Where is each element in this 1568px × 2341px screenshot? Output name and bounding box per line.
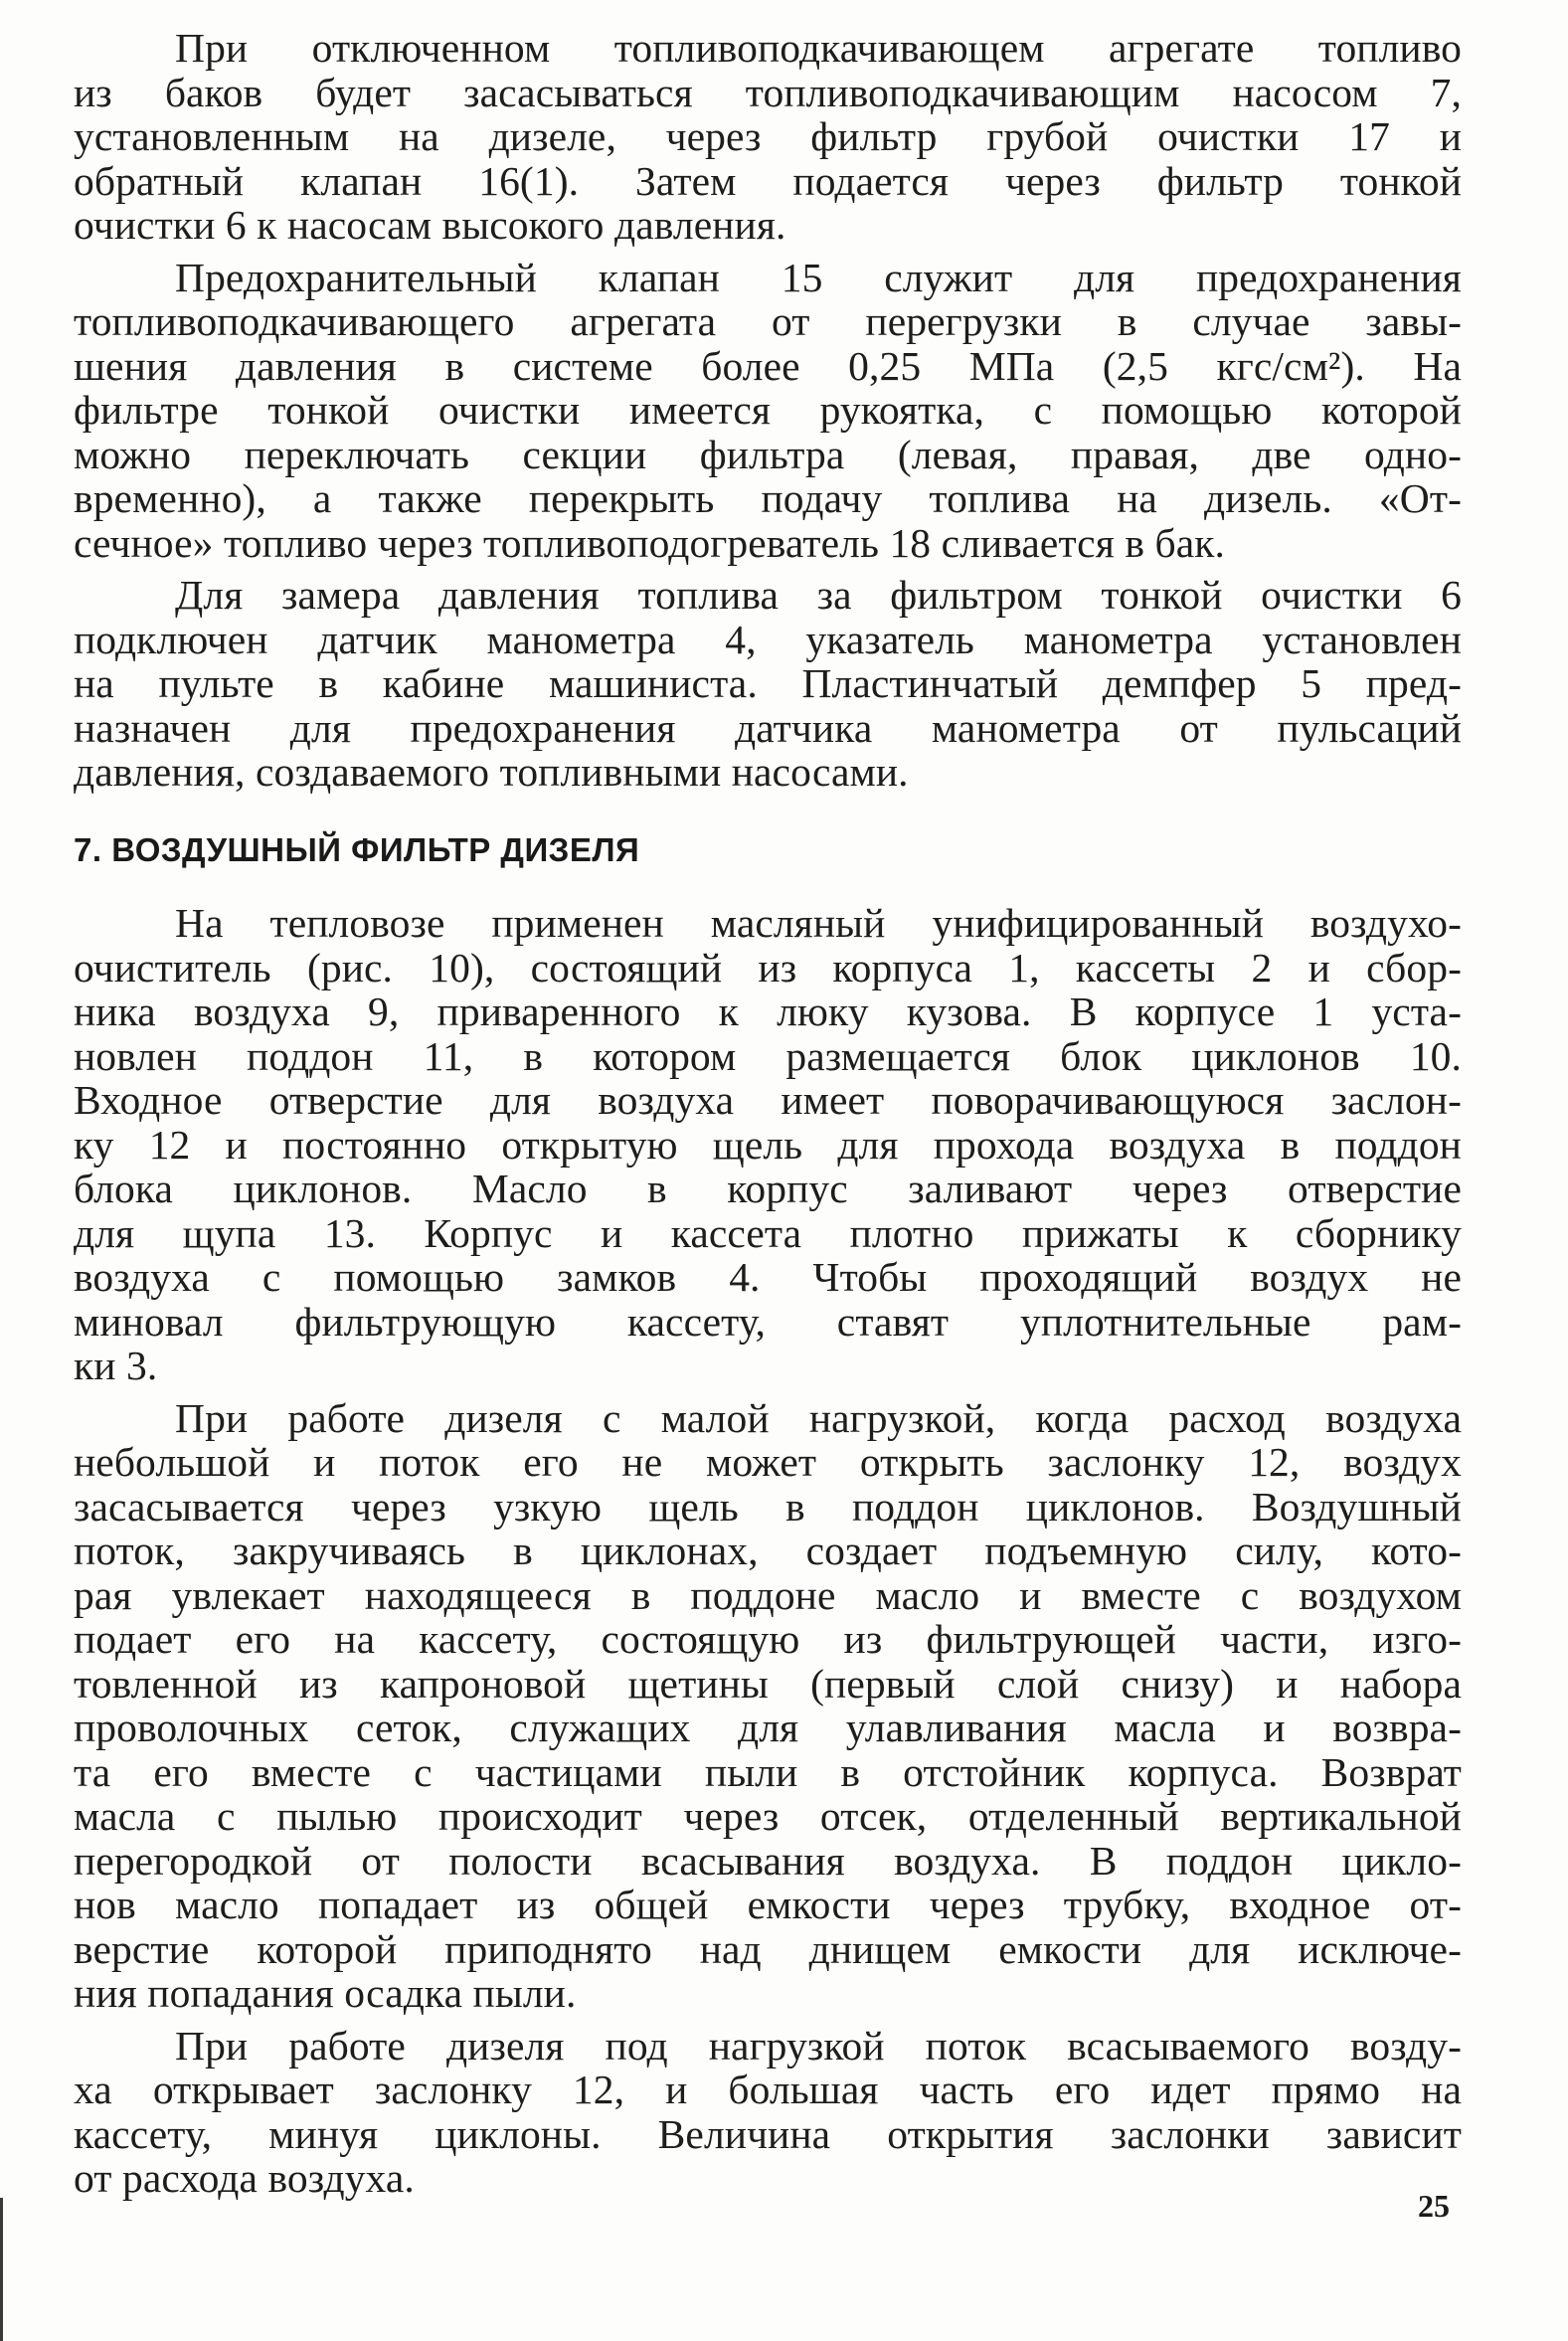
text-line: засасывается через узкую щель в поддон циклонов. Воздушный xyxy=(74,1483,1462,1530)
text-line: фильтре тонкой очистки имеется рукоятка, с помощью которой xyxy=(74,387,1462,433)
text-line: из баков будет засасываться топливоподкачивающим насосом 7, xyxy=(74,69,1462,115)
text-line: На тепловозе применен масляный унифицированный воздухо- xyxy=(175,900,1462,946)
paragraph-low-load xyxy=(74,1396,1462,2016)
text-line: назначен для предохранения датчика манометра от пульсаций xyxy=(74,704,1462,751)
text-line: поток, закручиваясь в циклонах, создает подъемную силу, кото- xyxy=(74,1528,1462,1573)
paragraph-safety-valve xyxy=(74,256,1462,566)
text-line: топливоподкачивающего агрегата от перегрузки в случае завы- xyxy=(74,298,1462,344)
text-line: При работе дизеля под нагрузкой поток всасываемого возду- xyxy=(175,2022,1462,2069)
text-line: перегородкой от полости всасывания воздуха. В поддон цикло- xyxy=(74,1837,1462,1884)
scan-edge-mark xyxy=(0,2198,3,2341)
text-line: масла с пылью происходит через отсек, отделенный вертикальной xyxy=(74,1793,1462,1839)
text-line: При работе дизеля с малой нагрузкой, когда расход воздуха xyxy=(175,1394,1462,1441)
text-line: ника воздуха 9, приваренного к люку кузова. В корпусе 1 уста- xyxy=(74,989,1462,1034)
text-line: Предохранительный клапан 15 служит для предохранения xyxy=(175,254,1462,300)
text-line: шения давления в системе более 0,25 МПа (2,5 кгс/см²). На xyxy=(74,342,1462,389)
text-line: можно переключать секции фильтра (левая, правая, две одно- xyxy=(74,431,1462,477)
text-line: подает его на кассету, состоящую из фильтрующей части, изго- xyxy=(74,1616,1462,1662)
paragraph-air-cleaner xyxy=(74,901,1462,1388)
text-line: нов масло попадает из общей емкости через трубку, входное от- xyxy=(74,1882,1462,1927)
text-line: ку 12 и постоянно открытую щель для прохода воздуха в поддон xyxy=(74,1121,1462,1168)
text-line: небольшой и поток его не может открыть заслонку 12, воздух xyxy=(74,1439,1462,1485)
text-line: от расхода воздуха. xyxy=(74,2155,415,2201)
text-line: рая увлекает находящееся в поддоне масло и вместе с воздухом xyxy=(74,1571,1462,1618)
text-line: товленной из капроновой щетины (первый слой снизу) и набора xyxy=(74,1660,1462,1707)
text-line: установленным на дизеле, через фильтр грубой очистки 17 и xyxy=(74,113,1462,159)
section-heading: 7. ВОЗДУШНЫЙ ФИЛЬТР ДИЗЕЛЯ xyxy=(74,831,640,868)
text-line: подключен датчик манометра 4, указатель манометра установлен xyxy=(74,616,1462,662)
bottom-text-block xyxy=(74,901,1462,2201)
text-line: Входное отверстие для воздуха имеет поворачивающуюся заслон- xyxy=(74,1077,1462,1123)
text-line: обратный клапан 16(1). Затем подается через фильтр тонкой xyxy=(74,157,1462,204)
text-line: на пульте в кабине машиниста. Пластинчатый демпфер 5 пред- xyxy=(74,660,1462,706)
text-line: кассету, минуя циклоны. Величина открытия заслонки зависит xyxy=(74,2110,1462,2157)
text-line: воздуха с помощью замков 4. Чтобы проходящий воздух не xyxy=(74,1254,1462,1300)
text-line: временно), а также перекрыть подачу топлива на дизель. «От- xyxy=(74,475,1462,521)
text-line: сечное» топливо через топливоподогреватель 18 сливается в бак. xyxy=(74,519,1226,566)
paragraph-under-load xyxy=(74,2024,1462,2201)
text-line: очиститель (рис. 10), состоящий из корпуса 1, кассеты 2 и сбор- xyxy=(74,944,1462,990)
text-line: При отключенном топливоподкачивающем агрегате топливо xyxy=(175,25,1462,71)
text-line: новлен поддон 11, в котором размещается блок циклонов 10. xyxy=(74,1032,1462,1079)
text-line: миновал фильтрующую кассету, ставят уплотнительные рам- xyxy=(74,1298,1462,1345)
text-line: проволочных сеток, служащих для улавливания масла и возвра- xyxy=(74,1705,1462,1750)
top-text-block xyxy=(74,26,1462,795)
text-line: ния попадания осадка пыли. xyxy=(74,1970,577,2016)
text-line: Для замера давления топлива за фильтром тонкой очистки 6 xyxy=(175,572,1462,618)
paragraph-fuel-pump xyxy=(74,26,1462,248)
text-line: блока циклонов. Масло в корпус заливают через отверстие xyxy=(74,1166,1462,1211)
page-number: 25 xyxy=(1418,2188,1450,2224)
text-line: ки 3. xyxy=(74,1343,158,1388)
paragraph-pressure-gauge xyxy=(74,573,1462,795)
text-line: верстие которой приподнято над днищем емкости для исключе- xyxy=(74,1925,1462,1972)
text-line: давления, создаваемого топливными насосами. xyxy=(74,749,909,795)
text-line: та его вместе с частицами пыли в отстойник корпуса. Возврат xyxy=(74,1748,1462,1795)
text-line: для щупа 13. Корпус и кассета плотно прижаты к сборнику xyxy=(74,1209,1462,1256)
text-line: ха открывает заслонку 12, и большая часть его идет прямо на xyxy=(74,2067,1462,2112)
text-line: очистки 6 к насосам высокого давления. xyxy=(74,202,786,248)
